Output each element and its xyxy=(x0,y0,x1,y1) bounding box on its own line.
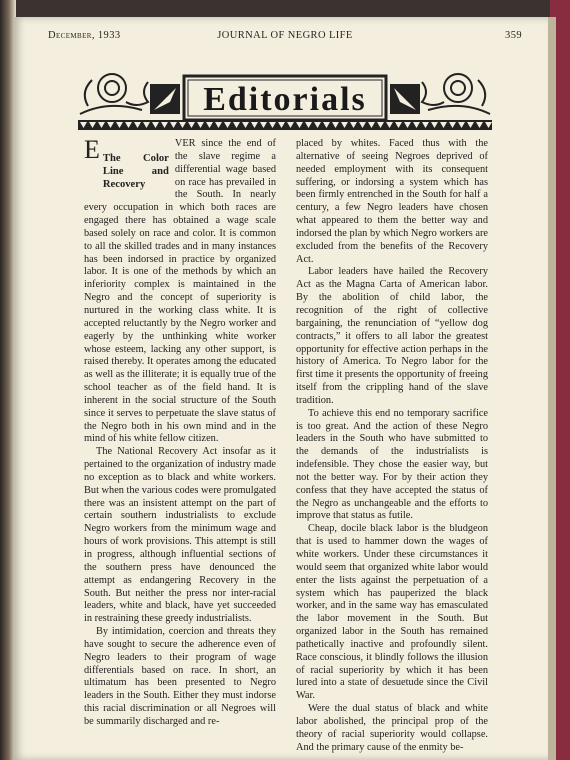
paragraph-6: To achieve this end no temporary sacrifice is too great. And the action of these Negro leaders in the South who have submitted to the demands of the industrialists is indefensible. They chose the easier way, but not the better way. For by their action they confess that they have accepted the status of the Negro as unchangeable and the efforts to improve that status as futile. xyxy=(296,407,488,522)
right-column xyxy=(296,138,488,755)
running-header xyxy=(48,30,522,46)
paragraph-4: placed by whites. Faced thus with the alternative of seeing Negroes deprived of needed employment with its consequent suffering, or indorsing a system which has been firmly entrenched in the South for half a century, a few Negro leaders have chosen what appeared to them the better way and indorsed the plan by which Negro workers are excluded from the benefits of the Recovery Act. xyxy=(296,138,488,265)
side-heading: The Color Line and Recovery xyxy=(102,153,169,190)
paragraph-2: The National Recovery Act insofar as it pertained to the organization of industry made no exception as to black and white workers. But when the various codes were promulgated there was an insistent attempt on the part of certain southern industrialists to exclude Negro workers from the minimum wage and hours of work provisions. This attempt is still in progress, although influential sections of the southern press have denounced the attempt as endangering Recovery in the South. But neither the press nor inter-racial leaders, white and black, have yet succeeded in restraining these greedy industrialists. xyxy=(84,446,276,625)
header-date: December, 1933 xyxy=(48,30,121,41)
page-number: 359 xyxy=(505,30,522,41)
paragraph-8: Were the dual status of black and white labor abolished, the principal prop of the theory of racial superiority would collapse. And the primary cause of the enmity be- xyxy=(296,703,488,753)
banner-title: Editorials xyxy=(203,81,367,118)
header-journal-title: JOURNAL OF NEGRO LIFE xyxy=(217,30,353,41)
right-scroll-ornament xyxy=(422,74,490,114)
drop-cap: E xyxy=(84,135,100,164)
paragraph-1-text: VER since the end of the slave regime a differential wage based on race has prevailed in the South. In nearly every occupation in which both races are engaged there has obtained a wage scale based solely on race and color. It is common to all the skilled trades and in many instances has been indorsed in practice by organized labor. It is one of the methods by which an inferiority complex is maintained in the Negro and the concept of superiority is nurtured in the working class white. It is accepted reluctantly by the Negro worker and eagerly by the unthinking white worker whose esteem, lacking any other support, is raised thereby. It operates among the educated as well as the illiterate; it is equally true of the school teacher as of the field hand. It is inherent in the social structure of the South since it serves to perpetuate the slave status of the Negro both in his own mind and in the mind of his white fellow citizen. xyxy=(84,138,276,445)
paragraph-1 xyxy=(84,135,276,446)
page-edge xyxy=(548,17,556,760)
paragraph-5: Labor leaders have hailed the Recovery Act as the Magna Carta of American labor. By the abolition of child labor, the recognition of the right of collective bargaining, the renunciation of “yellow dog contracts,” it offers to all labor the greatest opportunity for effective action perhaps in the history of America. To Negro labor for the first time it presents the opportunity of freeing itself from the crippling hand of the slave tradition. xyxy=(296,266,488,406)
paragraph-7: Cheap, docile black labor is the bludgeon that is used to hammer down the wages of white workers. Under these circumstances it would seem that organized white labor would enter the lists against the perpetuation of a system which has pauperized the black worker, and in the same way has emasculated the labor movement in the South. But organized labor in the South has remained pathetically inactive and profoundly silent. Race conscious, it blindly follows the illusion of racial superiority by which it has been lured into a state of desuetude since the Civil War. xyxy=(296,523,488,702)
paragraph-3: By intimidation, coercion and threats they have sought to secure the adherence even of Negro leaders to their program of wage differentials based on race. In short, an ultimatum has been presented to Negro leaders in the South. Either they must indorse this racial discrimination or all Negroes will be summarily discharged and re- xyxy=(84,626,276,727)
left-scroll-ornament xyxy=(80,74,148,114)
left-column xyxy=(84,135,276,729)
ornamental-border xyxy=(78,120,492,130)
